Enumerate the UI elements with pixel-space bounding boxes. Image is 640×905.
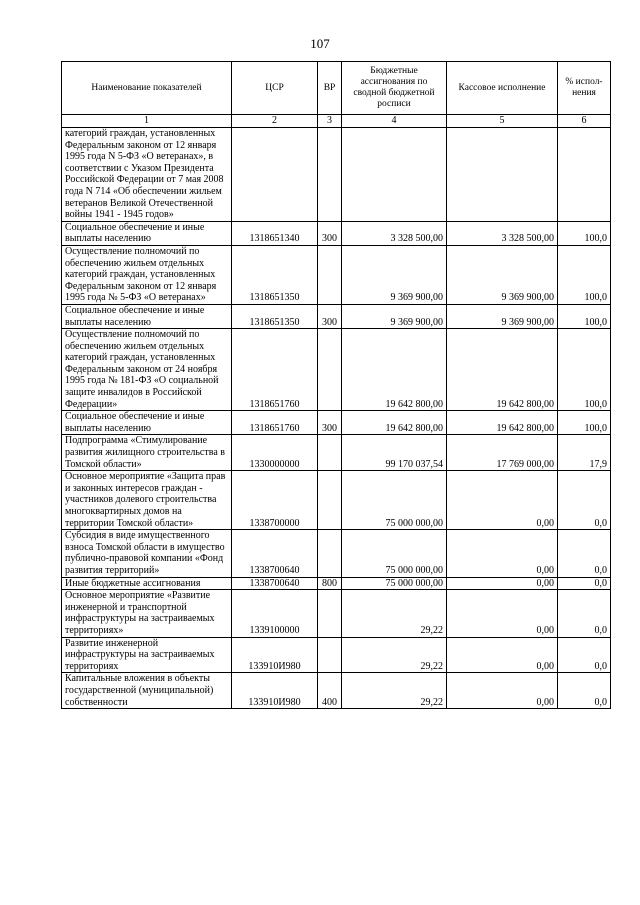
row-csr: 1338700640: [232, 577, 318, 590]
table-row: [62, 471, 611, 530]
row-csr: 1338700000: [232, 471, 318, 530]
row-percent: 0,0: [558, 577, 611, 590]
row-name: Осуществление полномочий по обеспечению жильем отдельных категорий граждан, установленных Федеральным законом от 24 ноября 1995 года № 181-ФЗ «О социальной защите инвалидов в Российской Федерации»: [62, 329, 232, 411]
row-vr: [318, 245, 342, 304]
row-vr: [318, 329, 342, 411]
row-csr: 133910И980: [232, 673, 318, 709]
row-budget: 19 642 800,00: [342, 411, 447, 435]
row-budget: 29,22: [342, 637, 447, 673]
row-budget: 3 328 500,00: [342, 221, 447, 245]
column-number: 3: [318, 115, 342, 128]
table-row: [62, 329, 611, 411]
row-percent: 100,0: [558, 245, 611, 304]
row-vr: 400: [318, 673, 342, 709]
row-execution: [447, 128, 558, 222]
row-budget: 75 000 000,00: [342, 577, 447, 590]
row-csr: 1318651340: [232, 221, 318, 245]
row-budget: 29,22: [342, 590, 447, 637]
row-execution: 17 769 000,00: [447, 435, 558, 471]
row-csr: 1338700640: [232, 530, 318, 577]
row-execution: 9 369 900,00: [447, 245, 558, 304]
row-percent: 17,9: [558, 435, 611, 471]
row-vr: [318, 128, 342, 222]
column-header-execution: Кассовое исполнение: [447, 62, 558, 115]
row-percent: 100,0: [558, 411, 611, 435]
row-budget: 99 170 037,54: [342, 435, 447, 471]
row-name: Подпрограмма «Стимулирование развития жилищного строительства в Томской области»: [62, 435, 232, 471]
row-execution: 0,00: [447, 637, 558, 673]
row-name: категорий граждан, установленных Федеральным законом от 12 января 1995 года N 5-ФЗ «О ветеранах», в соответствии с Указом Президента Российской Федерации от 7 мая 2008 года N 714 «Об обеспечении жильем ветеранов Великой Отечественной войны 1941 - 1945 годов»: [62, 128, 232, 222]
row-execution: 0,00: [447, 530, 558, 577]
row-name: Социальное обеспечение и иные выплаты населению: [62, 221, 232, 245]
row-budget: 9 369 900,00: [342, 245, 447, 304]
table-header-row: [62, 62, 611, 115]
row-budget: 75 000 000,00: [342, 530, 447, 577]
column-number-row: [62, 115, 611, 128]
row-execution: 19 642 800,00: [447, 329, 558, 411]
row-execution: 0,00: [447, 471, 558, 530]
row-name: Социальное обеспечение и иные выплаты населению: [62, 304, 232, 328]
row-name: Основное мероприятие «Развитие инженерной и транспортной инфраструктуры на застраиваемых территориях»: [62, 590, 232, 637]
table-row: [62, 245, 611, 304]
table-row: [62, 128, 611, 222]
row-name: Осуществление полномочий по обеспечению жильем отдельных категорий граждан, установленных Федеральным законом от 12 января 1995 года № 5-ФЗ «О ветеранах»: [62, 245, 232, 304]
row-percent: 100,0: [558, 304, 611, 328]
row-percent: 0,0: [558, 673, 611, 709]
row-execution: 3 328 500,00: [447, 221, 558, 245]
column-number: 2: [232, 115, 318, 128]
table-row: [62, 221, 611, 245]
row-percent: 0,0: [558, 637, 611, 673]
row-percent: 0,0: [558, 590, 611, 637]
table-row: [62, 304, 611, 328]
row-budget: 75 000 000,00: [342, 471, 447, 530]
table-row: [62, 577, 611, 590]
row-percent: 0,0: [558, 471, 611, 530]
row-csr: 1318651350: [232, 245, 318, 304]
row-name: Развитие инженерной инфраструктуры на застраиваемых территориях: [62, 637, 232, 673]
table-row: [62, 530, 611, 577]
table-row: [62, 673, 611, 709]
row-budget: 9 369 900,00: [342, 304, 447, 328]
row-name: Основное мероприятие «Защита прав и законных интересов граждан - участников долевого строительства многоквартирных домов на территории Томской области»: [62, 471, 232, 530]
table-row: [62, 590, 611, 637]
row-percent: 100,0: [558, 329, 611, 411]
row-csr: 1318651760: [232, 329, 318, 411]
row-execution: 0,00: [447, 577, 558, 590]
row-execution: 0,00: [447, 673, 558, 709]
row-vr: [318, 637, 342, 673]
table-row: [62, 435, 611, 471]
table-row: [62, 411, 611, 435]
column-header-vr: ВР: [318, 62, 342, 115]
row-csr: [232, 128, 318, 222]
table-row: [62, 637, 611, 673]
row-vr: [318, 590, 342, 637]
row-csr: 1318651350: [232, 304, 318, 328]
row-csr: 133910И980: [232, 637, 318, 673]
row-percent: [558, 128, 611, 222]
row-execution: 0,00: [447, 590, 558, 637]
row-vr: 800: [318, 577, 342, 590]
column-number: 5: [447, 115, 558, 128]
row-vr: [318, 471, 342, 530]
row-csr: 1330000000: [232, 435, 318, 471]
column-header-csr: ЦСР: [232, 62, 318, 115]
row-csr: 1318651760: [232, 411, 318, 435]
column-header-percent: % испол-нения: [558, 62, 611, 115]
column-header-budget: Бюджетные ассигнования по сводной бюджетной росписи: [342, 62, 447, 115]
row-budget: 19 642 800,00: [342, 329, 447, 411]
row-name: Субсидия в виде имущественного взноса Томской области в имущество публично-правовой компании «Фонд развития территорий»: [62, 530, 232, 577]
column-number: 4: [342, 115, 447, 128]
row-budget: [342, 128, 447, 222]
row-vr: 300: [318, 304, 342, 328]
page-number: 107: [310, 36, 330, 51]
row-csr: 1339100000: [232, 590, 318, 637]
row-name: Иные бюджетные ассигнования: [62, 577, 232, 590]
row-execution: 19 642 800,00: [447, 411, 558, 435]
row-name: Капитальные вложения в объекты государственной (муниципальной) собственности: [62, 673, 232, 709]
row-name: Социальное обеспечение и иные выплаты населению: [62, 411, 232, 435]
column-number: 1: [62, 115, 232, 128]
row-vr: [318, 530, 342, 577]
row-percent: 100,0: [558, 221, 611, 245]
row-vr: 300: [318, 221, 342, 245]
row-budget: 29,22: [342, 673, 447, 709]
column-number: 6: [558, 115, 611, 128]
row-vr: 300: [318, 411, 342, 435]
row-execution: 9 369 900,00: [447, 304, 558, 328]
column-header-name: Наименование показателей: [62, 62, 232, 115]
budget-execution-table: [61, 61, 611, 709]
row-percent: 0,0: [558, 530, 611, 577]
row-vr: [318, 435, 342, 471]
